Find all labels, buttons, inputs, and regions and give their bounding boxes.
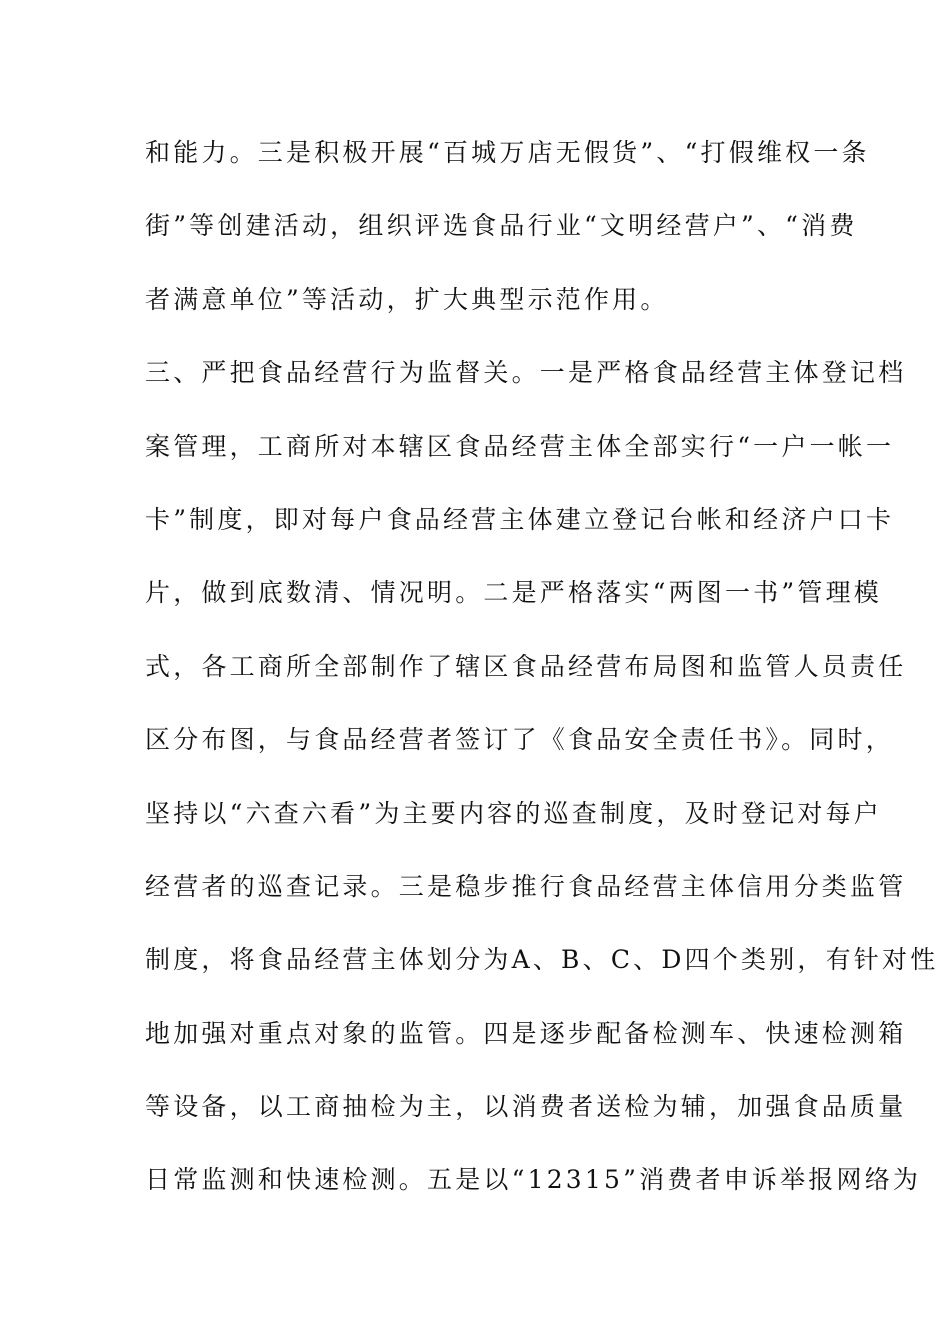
text-line-10: 坚持以“六查六看”为主要内容的巡查制度，及时登记对每户 xyxy=(145,798,882,828)
text-line-5: 案管理，工商所对本辖区食品经营主体全部实行“一户一帐一 xyxy=(145,431,895,461)
body-text xyxy=(145,128,939,1229)
text-line-2: 街”等创建活动，组织评选食品行业“文明经营户”、“消费 xyxy=(145,211,858,241)
text-line-13: 地加强对重点对象的监管。四是逐步配备检测车、快速检测箱 xyxy=(145,1018,907,1048)
text-line-11: 经营者的巡查记录。三是稳步推行食品经营主体信用分类监管 xyxy=(145,871,907,901)
text-line-1: 和能力。三是积极开展“百城万店无假货”、“打假维权一条 xyxy=(145,138,870,167)
text-line-3: 者满意单位”等活动，扩大典型示范作用。 xyxy=(145,284,669,314)
text-line-7: 片，做到底数清、情况明。二是严格落实“两图一书”管理模 xyxy=(145,578,882,608)
text-line-15: 日常监测和快速检测。五是以“12315”消费者申诉举报网络为 xyxy=(145,1165,922,1195)
text-line-14: 等设备，以工商抽检为主，以消费者送检为辅，加强食品质量 xyxy=(145,1092,907,1122)
text-line-4: 三、严把食品经营行为监督关。一是严格食品经营主体登记档 xyxy=(145,358,907,388)
text-line-6: 卡”制度，即对每户食品经营主体建立登记台帐和经济户口卡 xyxy=(145,504,895,534)
text-line-8: 式，各工商所全部制作了辖区食品经营布局图和监管人员责任 xyxy=(145,651,907,681)
text-line-9: 区分布图，与食品经营者签订了《食品安全责任书》。同时， xyxy=(145,725,894,755)
text-line-12: 制度，将食品经营主体划分为A、B、C、D四个类别，有针对性 xyxy=(145,945,939,975)
